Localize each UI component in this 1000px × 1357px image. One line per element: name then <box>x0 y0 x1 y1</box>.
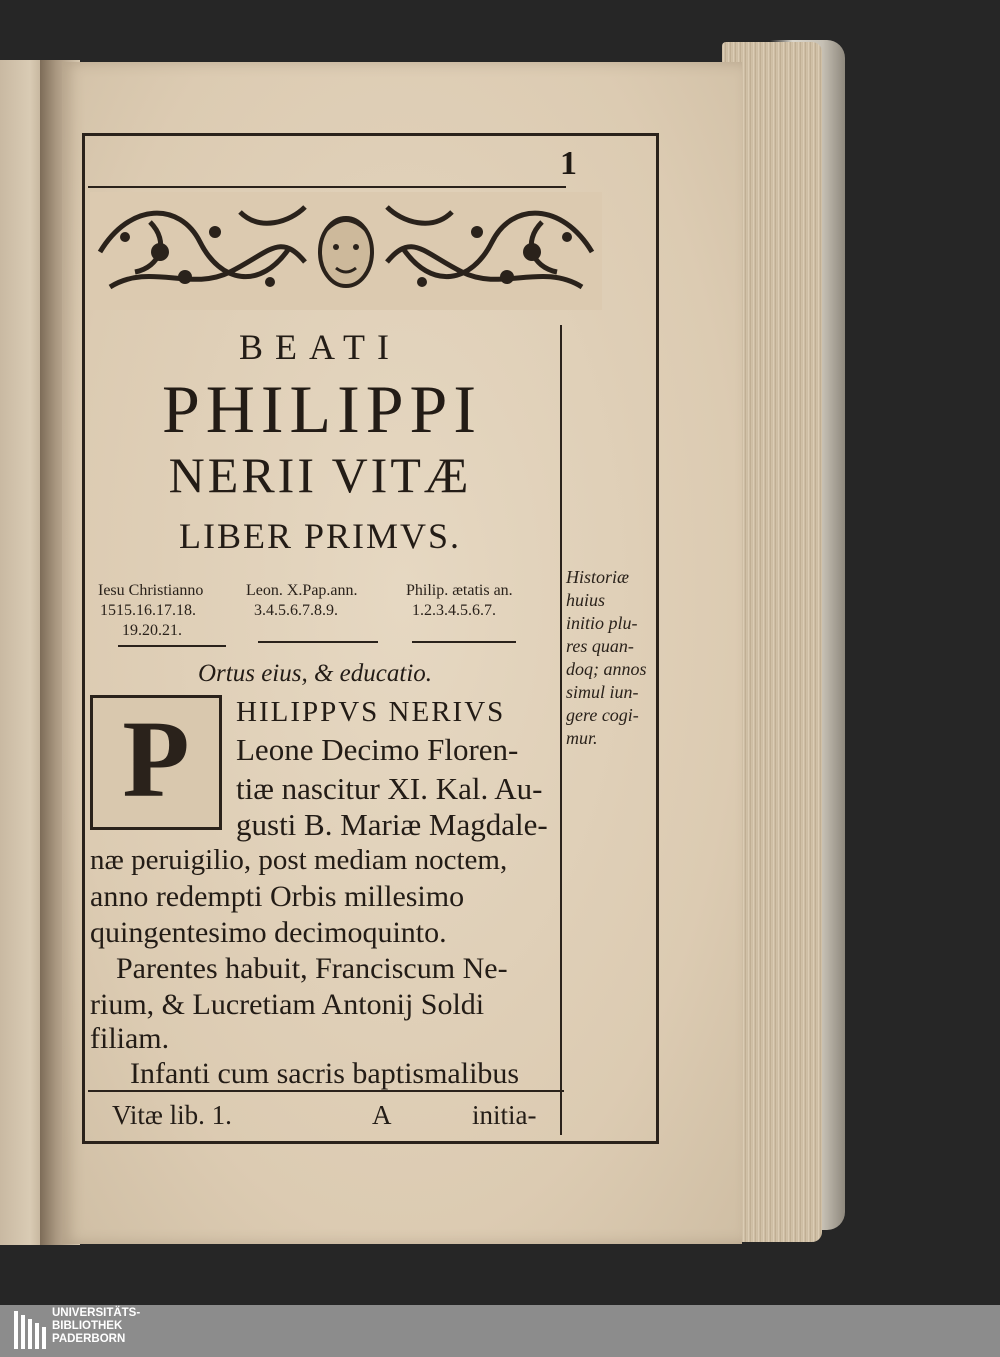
library-name-line-1: UNIVERSITÄTS- <box>52 1307 141 1319</box>
margin-note-line-4: res quan- <box>566 636 634 656</box>
page-number: 1 <box>560 145 577 182</box>
margin-note-line-3: initio plu- <box>566 613 638 633</box>
library-logo-icon[interactable] <box>12 1309 48 1351</box>
body-line-3: tiæ nascitur XI. Kal. Au- <box>236 771 543 806</box>
title-line-nerii-vitae: NERII VITÆ <box>168 447 472 503</box>
body-line-2: Leone Decimo Floren- <box>236 732 519 767</box>
catchword: initia- <box>472 1100 537 1130</box>
chronology-year-values: 1515.16.17.18. <box>100 602 196 619</box>
margin-note-line-1: Historiæ <box>566 567 630 587</box>
body-line-7: quingentesimo decimoquinto. <box>90 916 447 949</box>
body-line-4: gusti B. Mariæ Magdale- <box>236 807 548 842</box>
body-line-5: næ peruigilio, post mediam noctem, <box>90 844 508 876</box>
body-line-11: Infanti cum sacris baptismalibus <box>130 1057 520 1090</box>
headline-rule <box>88 186 566 188</box>
body-line-9: rium, & Lucretiam Antonij Soldi <box>90 988 485 1021</box>
section-heading: Ortus eius, & educatio. <box>198 660 433 687</box>
title-line-liber-primus: LIBER PRIMVS. <box>178 516 462 556</box>
library-logo-text[interactable] <box>52 1307 140 1346</box>
headpiece-ornament <box>90 192 602 310</box>
frame-top-rule <box>82 133 658 136</box>
column-divider <box>560 325 562 1135</box>
chronology-pope-label: Leon. X.Pap.ann. <box>246 582 358 599</box>
chronology-year-label: Iesu Christianno <box>98 582 204 599</box>
chronology-rule-1 <box>118 645 226 647</box>
frame-bottom-rule <box>82 1141 659 1144</box>
title-line-beati: BEATI <box>239 327 401 367</box>
library-name-line-2: BIBLIOTHEK <box>52 1320 123 1332</box>
chronology-age-label: Philip. ætatis an. <box>406 582 513 599</box>
body-line-10: filiam. <box>90 1022 170 1055</box>
drop-cap-letter: P <box>122 698 190 820</box>
chronology-age-values: 1.2.3.4.5.6.7. <box>412 602 496 619</box>
signature-mark: A <box>372 1100 392 1130</box>
title-line-philippi: PHILIPPI <box>161 371 483 447</box>
body-line-6: anno redempti Orbis millesimo <box>90 880 465 913</box>
decorated-initial <box>90 695 222 830</box>
margin-note-line-5: doq; annos <box>566 659 647 679</box>
footer-bar <box>0 1305 1000 1357</box>
margin-note-line-2: huius <box>566 590 606 610</box>
body-line-1: HILIPPVS NERIVS <box>236 696 506 728</box>
margin-note-line-7: gere cogi- <box>566 705 639 725</box>
margin-note-line-8: mur. <box>566 728 598 748</box>
chronology-rule-3 <box>412 641 516 643</box>
frame-left-rule <box>82 133 85 1143</box>
chronology-rule-2 <box>258 641 378 643</box>
marginal-note <box>566 566 686 750</box>
signature-title: Vitæ lib. 1. <box>112 1100 232 1130</box>
chronology-pope-values: 3.4.5.6.7.8.9. <box>254 602 338 619</box>
chronology-year-values-cont: 19.20.21. <box>122 622 182 639</box>
margin-note-line-6: simul iun- <box>566 682 639 702</box>
library-name-line-3: PADERBORN <box>52 1333 126 1345</box>
body-line-8: Parentes habuit, Franciscum Ne- <box>116 952 508 985</box>
